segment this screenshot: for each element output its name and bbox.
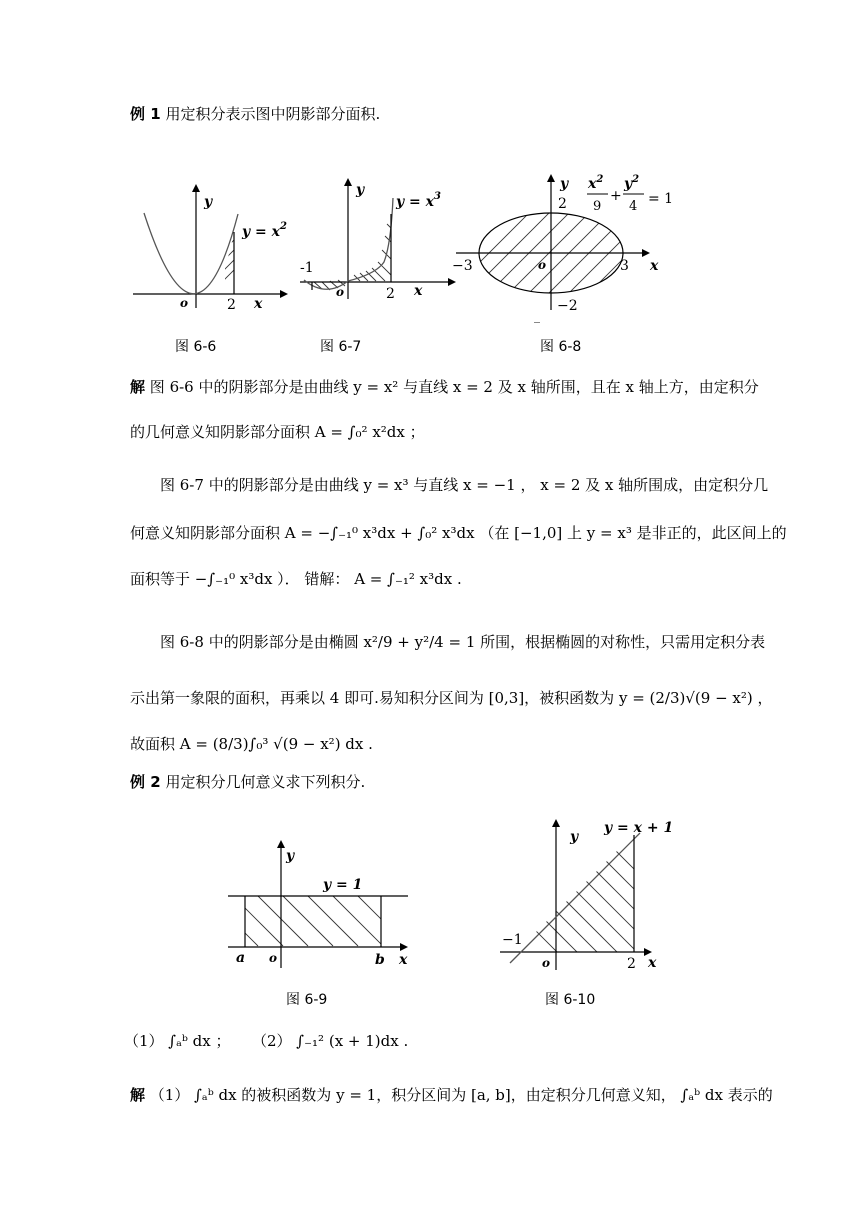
caption-6-8: 图 6-8 (540, 339, 582, 355)
solution-1-line-6: 图 6-8 中的阴影部分是由椭圆 x²/9 + y²/4 = 1 所围，根据椭圆的对称性，只需用定积分表 (160, 633, 766, 651)
example-2-heading (130, 771, 365, 793)
y-label: y (560, 176, 569, 192)
caption-6-6: 图 6-6 (175, 339, 217, 355)
tick-minus-1: −1 (502, 932, 523, 948)
y-label: y (356, 182, 365, 198)
y-axis-arrow (277, 840, 285, 848)
shaded-triangle-region (510, 845, 640, 955)
origin-label: o (542, 956, 551, 970)
solution-2-line-1 (130, 1084, 773, 1106)
origin-label: o (269, 951, 278, 965)
y-axis-arrow (344, 178, 352, 186)
x-label: x (650, 258, 659, 274)
tick-minus-3: −3 (452, 258, 473, 274)
example-2-label: 例 2 (130, 773, 161, 791)
x-axis-arrow (642, 249, 650, 257)
line-label: y = 1 (323, 877, 363, 893)
tick-2: 2 (386, 286, 395, 302)
y-label: y (570, 829, 579, 845)
example-1-text: 用定积分表示图中阴影部分面积. (165, 105, 381, 123)
solution-1-line-5: 面积等于 −∫₋₁⁰ x³dx ）． 错解： A = ∫₋₁² x³dx . (130, 570, 462, 588)
figure-6-10 (500, 815, 680, 975)
tick-2: 2 (227, 297, 236, 313)
figure-6-8 (452, 170, 682, 323)
svg-text:x2: $x^2$ (588, 174, 604, 192)
solution-2-label: 解 (130, 1086, 146, 1104)
solution-2-text: （1） ∫ₐᵇ dx 的被积函数为 y = 1，积分区间为 [a, b]，由定积分几何意义知， ∫ₐᵇ dx 表示的 (149, 1086, 773, 1104)
parabola-curve (144, 213, 238, 294)
caption-6-10: 图 6-10 (545, 992, 596, 1008)
svg-text:= 1: = 1 (648, 191, 674, 207)
stray-dash: _ (534, 309, 540, 323)
solution-1-line-8: 故面积 A = (8/3)∫₀³ √(9 − x²) dx . (130, 735, 373, 753)
figure-6-9 (228, 836, 428, 971)
tick-minus-1: -1 (300, 260, 314, 276)
solution-1-line-1 (130, 376, 759, 398)
b-label: b (375, 952, 385, 968)
y-axis-arrow (547, 174, 555, 182)
origin-label: o (538, 258, 547, 272)
y-axis-arrow (192, 184, 200, 192)
tick-3: 3 (620, 258, 629, 274)
line-y-x-plus-1 (510, 833, 640, 963)
x-label: x (414, 283, 423, 299)
a-label: a (236, 950, 246, 966)
solution-1-line-4: 何意义知阴影部分面积 A = −∫₋₁⁰ x³dx + ∫₀² x³dx （在 [−1,0] 上 y = x³ 是非正的，此区间上的 (130, 524, 787, 542)
question-1: （1） ∫ₐᵇ dx ； (124, 1032, 231, 1050)
y-label: y (204, 194, 213, 210)
figure-6-6 (130, 180, 290, 313)
svg-text:4: 4 (629, 199, 638, 214)
line-label: y = x + 1 (604, 820, 674, 836)
svg-text:+: + (610, 188, 622, 204)
origin-label: o (336, 285, 345, 299)
solution-1-text-1: 图 6-6 中的阴影部分是由曲线 y = x² 与直线 x = 2 及 x 轴所围，且在 x 轴上方，由定积分 (149, 378, 759, 396)
x-label: x (399, 952, 408, 968)
svg-text:9: 9 (593, 199, 602, 214)
tick-2: 2 (627, 956, 636, 972)
shaded-rectangle-region (208, 896, 408, 946)
solution-1-line-2: 的几何意义知阴影部分面积 A = ∫₀² x²dx ； (130, 423, 425, 441)
x-axis-arrow (400, 943, 408, 951)
shaded-ellipse-region (462, 180, 652, 310)
x-label: x (648, 955, 657, 971)
origin-label: o (180, 296, 189, 310)
caption-6-9: 图 6-9 (286, 992, 328, 1008)
curve-label: $y = x^3$ (396, 191, 441, 210)
x-label: x (254, 296, 263, 312)
solution-1-line-3: 图 6-7 中的阴影部分是由曲线 y = x³ 与直线 x = −1 ， x = 2 及 x 轴所围成，由定积分几 (160, 476, 769, 494)
solution-1-line-7: 示出第一象限的面积，再乘以 4 即可.易知积分区间为 [0,3]，被积函数为 y = (2/3)√(9 − x²) ， (130, 689, 773, 707)
tick-2: 2 (558, 196, 567, 212)
question-2: （2） ∫₋₁² (x + 1)dx . (252, 1032, 409, 1050)
example-1-label: 例 1 (130, 105, 161, 123)
curve-label: $y = x^2$ (242, 221, 287, 240)
svg-text:y2: $y^2$ (624, 174, 640, 192)
y-label: y (286, 848, 295, 864)
ellipse-equation (587, 174, 673, 214)
x-axis-arrow (280, 290, 288, 298)
figure-6-7 (296, 174, 456, 314)
example-1-heading (130, 103, 380, 125)
example-2-text: 用定积分几何意义求下列积分. (165, 773, 366, 791)
tick-minus-2: −2 (557, 298, 578, 314)
shaded-region-6-6 (210, 224, 240, 294)
caption-6-7: 图 6-7 (320, 339, 362, 355)
solution-label: 解 (130, 378, 146, 396)
y-axis-arrow (552, 819, 560, 827)
